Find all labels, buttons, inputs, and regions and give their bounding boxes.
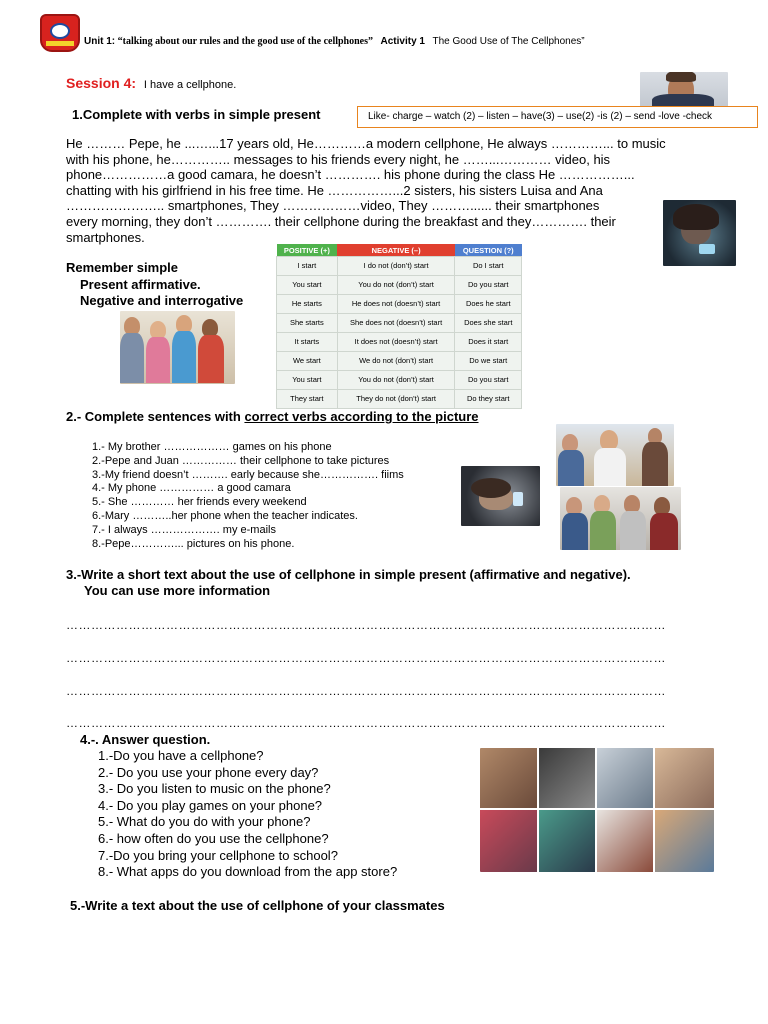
- table-row: [277, 371, 522, 390]
- table-cell: Does she start: [455, 314, 522, 333]
- section4-list: [98, 748, 397, 881]
- unit-header: [84, 36, 585, 47]
- boy-with-phone-photo: [640, 72, 728, 107]
- table-cell: I start: [277, 257, 338, 276]
- table-row: [277, 295, 522, 314]
- list-item: 7.-Do you bring your cellphone to school?: [98, 847, 338, 863]
- table-cell: You start: [277, 276, 338, 295]
- list-item: 6.-Mary ………..her phone when the teacher indicates.: [92, 509, 358, 522]
- list-item: 3.-My friend doesn’t ………. early because she……………. fiims: [92, 468, 404, 481]
- section2-heading-underlined: correct verbs according to the picture: [244, 409, 479, 424]
- paragraph-line: with his phone, he………….. messages to his friends every night, he ……...………… video, his: [66, 151, 611, 167]
- table-cell: He starts: [277, 295, 338, 314]
- list-item: 7.- I always ………………. my e-mails: [92, 523, 276, 536]
- list-item: 4.- My phone …………… a good camara: [92, 482, 291, 495]
- table-row: [277, 390, 522, 409]
- section2-heading: [66, 409, 479, 424]
- simple-present-table: [276, 244, 522, 409]
- table-cell: Does he start: [455, 295, 522, 314]
- section3-heading-line2: You can use more information: [84, 583, 271, 598]
- table-cell: It starts: [277, 333, 338, 352]
- table-row: [277, 257, 522, 276]
- table-row: [277, 314, 522, 333]
- writing-line: ………………………………………………………………………………………………………………………………: [66, 716, 666, 730]
- list-item: 5.- What do you do with your phone?: [98, 814, 311, 830]
- list-item: 8.-Pepe…………... pictures on his phone.: [92, 537, 295, 550]
- cellphone-collage-photo: [480, 748, 714, 872]
- table-cell: Do I start: [455, 257, 522, 276]
- classroom-phone-photo: [556, 424, 674, 486]
- remember-line: Negative and interrogative: [80, 293, 244, 308]
- writing-line: ………………………………………………………………………………………………………………………………: [66, 651, 666, 665]
- table-cell: You do not (don’t) start: [337, 371, 455, 390]
- session-subtitle: I have a cellphone.: [143, 79, 237, 91]
- paragraph-line: smartphones.: [66, 229, 145, 245]
- remember-line: Present affirmative.: [80, 276, 201, 292]
- list-item: 1.- My brother ……………… games on his phone: [92, 441, 332, 453]
- session-title: [66, 75, 236, 91]
- friends-on-sofa-photo: [560, 487, 681, 550]
- section2-heading-prefix: 2.- Complete sentences with: [66, 409, 245, 424]
- session-label: Session 4:: [66, 75, 137, 91]
- list-item: 5.- She ………… her friends every weekend: [92, 496, 307, 509]
- activity-title: The Good Use of The Cellphones”: [432, 36, 585, 47]
- section2-list: [92, 441, 404, 551]
- list-item: 4.- Do you play games on your phone?: [98, 797, 323, 813]
- table-cell: It does not (doesn’t) start: [337, 333, 455, 352]
- table-cell: You do not (don’t) start: [337, 276, 455, 295]
- school-logo: [40, 14, 80, 52]
- paragraph-line: phone……………a good camara, he doesn’t …………. his phone during the class He ……………...: [66, 167, 635, 183]
- paragraph-line: He ……… Pepe, he ...…...17 years old, He…………a modern cellphone, He always …………... to music: [66, 136, 666, 151]
- unit-label: Unit 1:: [84, 36, 116, 47]
- fill-in-paragraph: [66, 136, 706, 245]
- paragraph-line: every morning, they don’t …………. their cellphone during the breakfast and they…………. their: [66, 213, 616, 229]
- writing-line: ………………………………………………………………………………………………………………………………: [66, 618, 666, 632]
- table-cell: They start: [277, 390, 338, 409]
- paragraph-line: ………………….. smartphones, They ………………video, They ………...... their smartphones: [66, 198, 600, 214]
- list-item: 2.-Pepe and Juan …………… their cellphone to take pictures: [92, 454, 390, 467]
- table-row: [277, 333, 522, 352]
- list-item: 6.- how often do you use the cellphone?: [98, 830, 329, 846]
- kids-with-phones-photo: [120, 311, 235, 384]
- table-cell: We do not (don’t) start: [337, 352, 455, 371]
- table-cell: She starts: [277, 314, 338, 333]
- table-row: [277, 276, 522, 295]
- word-bank-box: [357, 106, 758, 128]
- table-cell: He does not (doesn’t) start: [337, 295, 455, 314]
- table-cell: Do you start: [455, 371, 522, 390]
- table-cell: We start: [277, 352, 338, 371]
- remember-note: [66, 260, 243, 310]
- table-cell: Does it start: [455, 333, 522, 352]
- table-row: [277, 352, 522, 371]
- remember-line: Remember simple: [66, 260, 178, 275]
- list-item: 3.- Do you listen to music on the phone?: [98, 781, 331, 797]
- table-cell: Do we start: [455, 352, 522, 371]
- list-item: 8.- What apps do you download from the app store?: [98, 864, 398, 880]
- section1-heading: 1.Complete with verbs in simple present: [72, 107, 321, 122]
- writing-line: ………………………………………………………………………………………………………………………………: [66, 684, 666, 698]
- table-cell: Do you start: [455, 276, 522, 295]
- table-cell: She does not (doesn’t) start: [337, 314, 455, 333]
- section5-heading: 5.-Write a text about the use of cellphone of your classmates: [70, 898, 445, 913]
- table-header-negative: NEGATIVE (–): [337, 244, 455, 257]
- table-cell: They do not (don’t) start: [337, 390, 455, 409]
- table-cell: You start: [277, 371, 338, 390]
- table-cell: I do not (don’t) start: [337, 257, 455, 276]
- word-bank-text: Like- charge – watch (2) – listen – have(3) – use(2) -is (2) – send -love -check: [368, 111, 713, 122]
- table-header-positive: POSITIVE (+): [277, 244, 338, 257]
- table-header-question: QUESTION (?): [455, 244, 522, 257]
- unit-title: “talking about our rules and the good use of the cellphones”: [117, 36, 374, 47]
- list-item: 2.- Do you use your phone every day?: [98, 764, 319, 780]
- list-item: 1.-Do you have a cellphone?: [98, 748, 264, 763]
- sleeping-with-phone-photo: [461, 466, 540, 526]
- paragraph-line: chatting with his girlfriend in his free time. He ……………...2 sisters, his sisters Luisa and Ana: [66, 182, 603, 198]
- table-cell: Do they start: [455, 390, 522, 409]
- activity-label: Activity 1: [380, 36, 425, 47]
- section3-heading-line1: 3.-Write a short text about the use of cellphone in simple present (affirmative and negative).: [66, 567, 631, 582]
- section4-heading: 4.-. Answer question.: [80, 732, 211, 747]
- girl-night-phone-photo: [663, 200, 736, 266]
